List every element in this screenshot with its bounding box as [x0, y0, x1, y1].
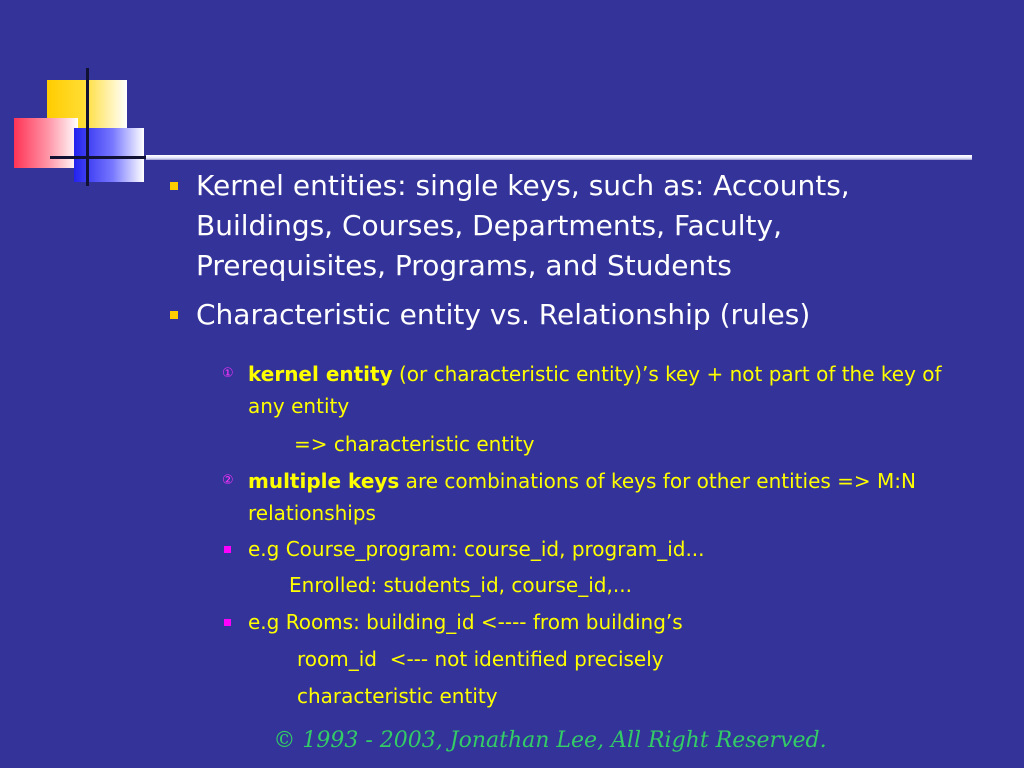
- rule-2-keyword: multiple keys: [248, 469, 400, 493]
- example-enrolled: Enrolled: students_id, course_id,...: [289, 573, 632, 597]
- rule-2: [222, 465, 982, 529]
- example-room-id: room_id <--- not identified precisely: [297, 647, 664, 671]
- rule-1-text: (or characteristic entity)’s key + not part of the key of any entity: [248, 362, 942, 418]
- bullet-square-icon: [224, 546, 231, 553]
- rule-1-keyword: kernel entity: [248, 362, 393, 386]
- example-course-program: e.g Course_program: course_id, program_id...: [222, 533, 982, 565]
- circled-one-icon: ①: [222, 366, 234, 381]
- circled-two-icon: ②: [222, 473, 234, 488]
- rule-1-continuation: => characteristic entity: [294, 432, 535, 456]
- rule-1: [222, 358, 982, 422]
- bullet-square-icon: [170, 182, 178, 190]
- bullet-square-icon: [170, 311, 178, 319]
- example-characteristic-entity: characteristic entity: [297, 684, 498, 708]
- bullet-characteristic-vs-relationship: Characteristic entity vs. Relationship (rules): [170, 295, 960, 335]
- rule-2-text: are combinations of keys for other entities => M:N relationships: [248, 469, 916, 525]
- copyright-footer: © 1993 - 2003, Jonathan Lee, All Right Reserved.: [273, 728, 827, 753]
- bullet-square-icon: [224, 619, 231, 626]
- example-rooms: e.g Rooms: building_id <---- from building’s: [222, 606, 982, 638]
- bullet-kernel-entities: Kernel entities: single keys, such as: Accounts, Buildings, Courses, Departments, Faculty, Prerequisites, Programs, and Students: [170, 166, 960, 286]
